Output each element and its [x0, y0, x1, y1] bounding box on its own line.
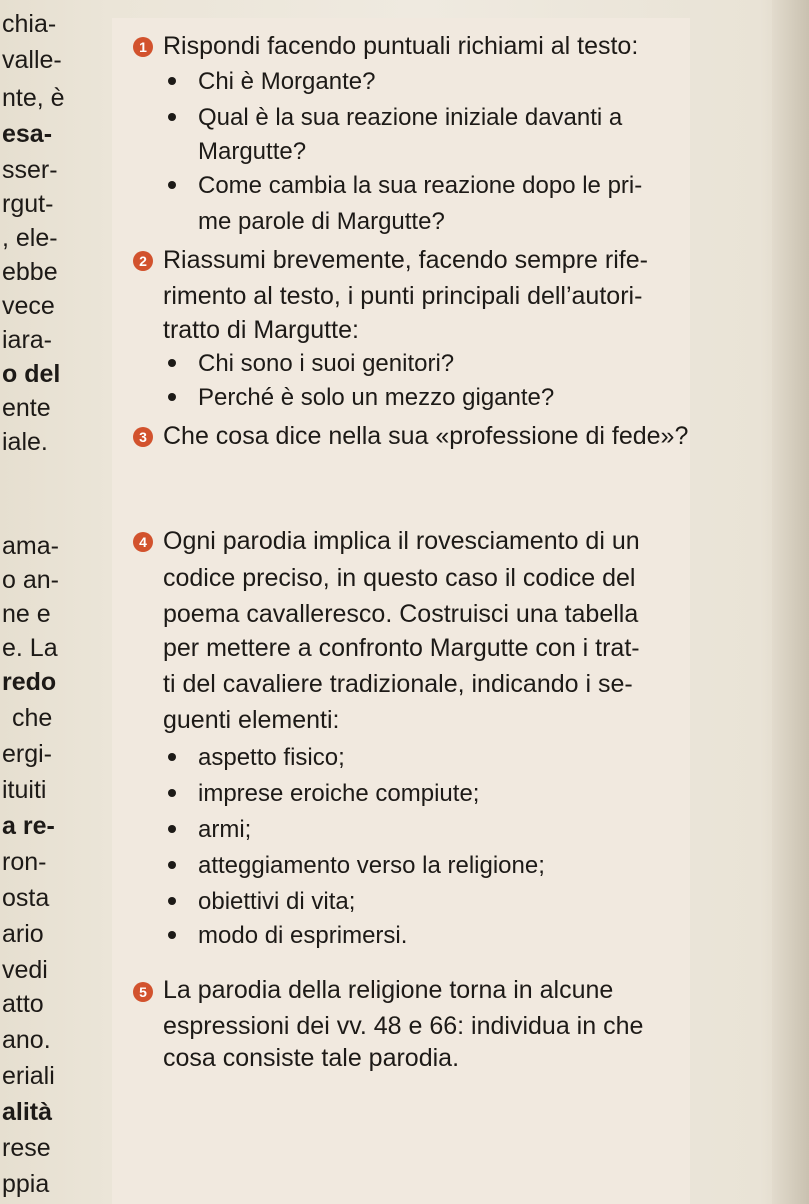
- left-word: ama-: [2, 532, 59, 560]
- bullet-item: Chi sono i suoi genitori?: [198, 346, 454, 382]
- exercise-number-badge: 1: [133, 37, 153, 57]
- left-word: osta: [2, 884, 50, 912]
- left-word: alità: [2, 1098, 53, 1126]
- exercise-number-badge: 2: [133, 251, 153, 271]
- left-word: vedi: [2, 956, 48, 984]
- left-word: , ele-: [2, 224, 58, 252]
- left-cropped-column: [0, 0, 112, 1204]
- left-word: esa-: [2, 120, 53, 148]
- exercise-text: poema cavalleresco. Costruisci una tabella: [163, 600, 639, 628]
- bullet-item: armi;: [198, 812, 251, 848]
- bullet-item: obiettivi di vita;: [198, 884, 355, 920]
- exercise-text: Riassumi brevemente, facendo sempre rife-: [163, 246, 648, 274]
- left-word: iara-: [2, 326, 53, 354]
- left-word: sser-: [2, 156, 58, 184]
- left-word: valle-: [2, 46, 62, 74]
- bullet-item-continuation: me parole di Margutte?: [198, 208, 445, 235]
- left-word: ebbe: [2, 258, 58, 286]
- left-word: redo: [2, 668, 57, 696]
- bullet-item: aspetto fisico;: [198, 740, 345, 776]
- left-word: che: [12, 704, 53, 732]
- left-word: nte, è: [2, 84, 65, 112]
- left-word: rgut-: [2, 190, 54, 218]
- left-word: ron-: [2, 848, 47, 876]
- left-word: a re-: [2, 812, 55, 840]
- left-word: ne e: [2, 600, 51, 628]
- left-word: o del: [2, 360, 61, 388]
- exercise-text: rimento al testo, i punti principali dell’autori-: [163, 282, 643, 310]
- exercise-text: ti del cavaliere tradizionale, indicando i se-: [163, 670, 633, 698]
- left-word: ergi-: [2, 740, 53, 768]
- exercise-text: cosa consiste tale parodia.: [163, 1044, 460, 1072]
- left-word: chia-: [2, 10, 57, 38]
- bullet-item: modo di esprimersi.: [198, 918, 407, 954]
- left-word: ario: [2, 920, 44, 948]
- left-word: o an-: [2, 566, 59, 594]
- bullet-item: Perché è solo un mezzo gigante?: [198, 380, 554, 416]
- exercise-number-badge: 4: [133, 532, 153, 552]
- exercise-text: Rispondi facendo puntuali richiami al testo:: [163, 32, 639, 60]
- left-word: iale.: [2, 428, 48, 456]
- exercise-text: La parodia della religione torna in alcune: [163, 976, 614, 1004]
- bullet-item: imprese eroiche compiute;: [198, 776, 479, 812]
- exercise-text: per mettere a confronto Margutte con i trat-: [163, 634, 640, 662]
- exercise-text: espressioni dei vv. 48 e 66: individua in che: [163, 1012, 644, 1040]
- bullet-item-continuation: Margutte?: [198, 138, 307, 165]
- bullet-item: atteggiamento verso la religione;: [198, 848, 545, 884]
- left-word: ppia: [2, 1170, 50, 1198]
- left-word: ente: [2, 394, 51, 422]
- exercise-number-badge: 5: [133, 982, 153, 1002]
- exercise-number-badge: 3: [133, 427, 153, 447]
- exercise-text: codice preciso, in questo caso il codice del: [163, 564, 636, 592]
- left-word: ituiti: [2, 776, 47, 804]
- left-word: ano.: [2, 1026, 51, 1054]
- left-word: rese: [2, 1134, 51, 1162]
- left-word: vece: [2, 292, 55, 320]
- bullet-item: Chi è Morgante?: [198, 64, 375, 100]
- page-spine: [772, 0, 809, 1204]
- bullet-item: Come cambia la sua reazione dopo le pri-: [198, 168, 642, 204]
- left-word: e. La: [2, 634, 58, 662]
- left-word: eriali: [2, 1062, 55, 1090]
- exercise-text: Che cosa dice nella sua «professione di fede»?: [163, 422, 689, 450]
- exercise-text: tratto di Margutte:: [163, 316, 359, 344]
- exercise-text: guenti elementi:: [163, 706, 340, 734]
- bullet-item: Qual è la sua reazione iniziale davanti a: [198, 100, 622, 136]
- left-word: atto: [2, 990, 44, 1018]
- exercise-text: Ogni parodia implica il rovesciamento di un: [163, 527, 640, 555]
